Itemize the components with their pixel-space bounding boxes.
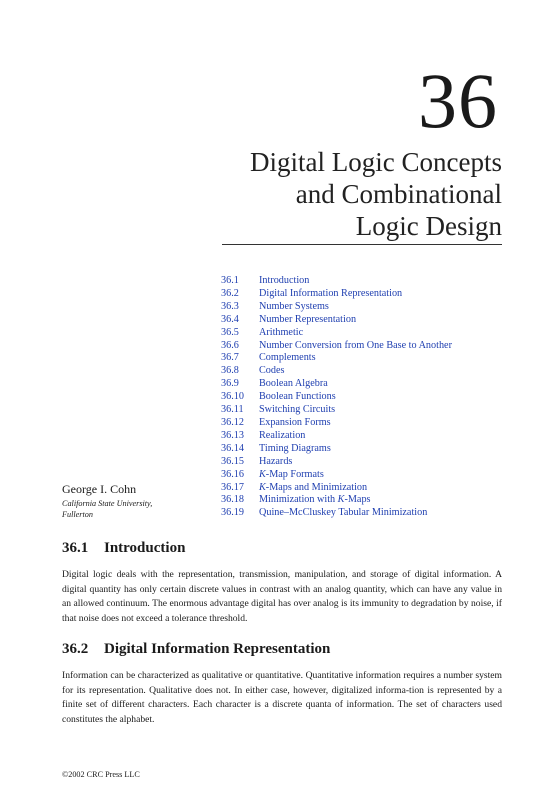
section-body: Information can be characterized as qualitative or quantitative. Quantitative information requires a number system for its representation. Qualitative does not. In either case, however, digitalized informa-tion is represented by a finite set of different characters. Each character is a discrete quanta of information. The set of characters used constitutes the alphabet. — [62, 670, 502, 725]
toc-item[interactable] — [221, 443, 452, 456]
toc-title: Realization — [259, 429, 306, 441]
toc-item[interactable] — [221, 469, 452, 482]
toc-item[interactable] — [221, 340, 452, 353]
toc-title: K-Map Formats — [259, 468, 324, 480]
toc-item[interactable] — [221, 288, 452, 301]
chapter-title-line: and Combinational — [295, 179, 502, 209]
section-number: 36.1 — [62, 540, 89, 556]
toc-number: 36.2 — [221, 287, 239, 299]
author-affiliation-line: California State University, — [62, 499, 153, 508]
toc-number: 36.10 — [221, 391, 244, 403]
toc-title: Boolean Functions — [259, 391, 336, 403]
toc-title: Number Systems — [259, 300, 329, 312]
toc-number: 36.1 — [221, 275, 239, 286]
section-title: Digital Information Representation — [104, 641, 331, 657]
table-of-contents — [221, 275, 452, 520]
toc-number: 36.14 — [221, 442, 244, 454]
toc-item[interactable] — [221, 456, 452, 469]
toc-title: Hazards — [259, 455, 293, 467]
chapter-title-line: Digital Logic Concepts — [250, 147, 502, 177]
chapter-title-line: Logic Design — [355, 211, 502, 241]
toc-item[interactable] — [221, 301, 452, 314]
section-number: 36.2 — [62, 641, 89, 657]
author-affiliation — [62, 498, 172, 520]
toc-number: 36.17 — [221, 481, 244, 493]
toc-item[interactable] — [221, 275, 452, 288]
chapter-title — [250, 146, 502, 242]
toc-number: 36.9 — [221, 378, 239, 390]
toc-number: 36.16 — [221, 468, 244, 480]
toc-title: Codes — [259, 365, 285, 377]
toc-title: Complements — [259, 352, 316, 364]
toc-title: Number Conversion from One Base to Another — [259, 339, 452, 351]
toc-number: 36.18 — [221, 494, 244, 506]
toc-title: Minimization with K-Maps — [259, 494, 371, 506]
toc-number: 36.12 — [221, 416, 244, 428]
author-block — [62, 482, 172, 520]
toc-item[interactable] — [221, 494, 452, 507]
chapter-number: 36 — [418, 57, 498, 144]
toc-number: 36.5 — [221, 326, 239, 338]
toc-item[interactable] — [221, 352, 452, 365]
section-body: Digital logic deals with the representation, transmission, manipulation, and storage of digital information. A digital quantity has only certain discrete values in contrast with an analog quantity, which can have any value in an allowed continuum. The enormous advantage digital has over analog is its immunity to degradation by noise, if that noise does not exceed a tolerance threshold. — [62, 569, 502, 624]
author-affiliation-line: Fullerton — [62, 510, 93, 519]
section-heading — [62, 640, 330, 658]
toc-number: 36.13 — [221, 429, 244, 441]
toc-number: 36.4 — [221, 313, 239, 325]
section-title: Introduction — [104, 540, 186, 556]
toc-item[interactable] — [221, 378, 452, 391]
toc-item[interactable] — [221, 417, 452, 430]
toc-number: 36.7 — [221, 352, 239, 364]
toc-item[interactable] — [221, 482, 452, 495]
author-name: George I. Cohn — [62, 482, 137, 496]
toc-number: 36.19 — [221, 507, 244, 519]
toc-title: Boolean Algebra — [259, 378, 328, 390]
toc-number: 36.3 — [221, 300, 239, 312]
toc-item[interactable] — [221, 404, 452, 417]
toc-title: Expansion Forms — [259, 416, 331, 428]
toc-title: Arithmetic — [259, 326, 304, 338]
toc-title: Timing Diagrams — [259, 442, 331, 454]
toc-title: Switching Circuits — [259, 404, 336, 416]
toc-number: 36.11 — [221, 404, 244, 416]
title-rule — [222, 244, 502, 245]
toc-title: Number Representation — [259, 313, 357, 325]
toc-item[interactable] — [221, 365, 452, 378]
section-heading — [62, 539, 185, 557]
toc-number: 36.6 — [221, 339, 239, 351]
toc-item[interactable] — [221, 391, 452, 404]
toc-item[interactable] — [221, 314, 452, 327]
toc-number: 36.15 — [221, 455, 244, 467]
toc-title: K-Maps and Minimization — [259, 481, 368, 493]
toc-title: Digital Information Representation — [259, 287, 403, 299]
toc-item[interactable] — [221, 507, 452, 520]
copyright-footer: ©2002 CRC Press LLC — [62, 770, 140, 779]
toc-item[interactable] — [221, 327, 452, 340]
toc-title: Quine–McCluskey Tabular Minimization — [259, 507, 428, 519]
toc-item[interactable] — [221, 430, 452, 443]
toc-number: 36.8 — [221, 365, 239, 377]
toc-title: Introduction — [259, 275, 310, 286]
